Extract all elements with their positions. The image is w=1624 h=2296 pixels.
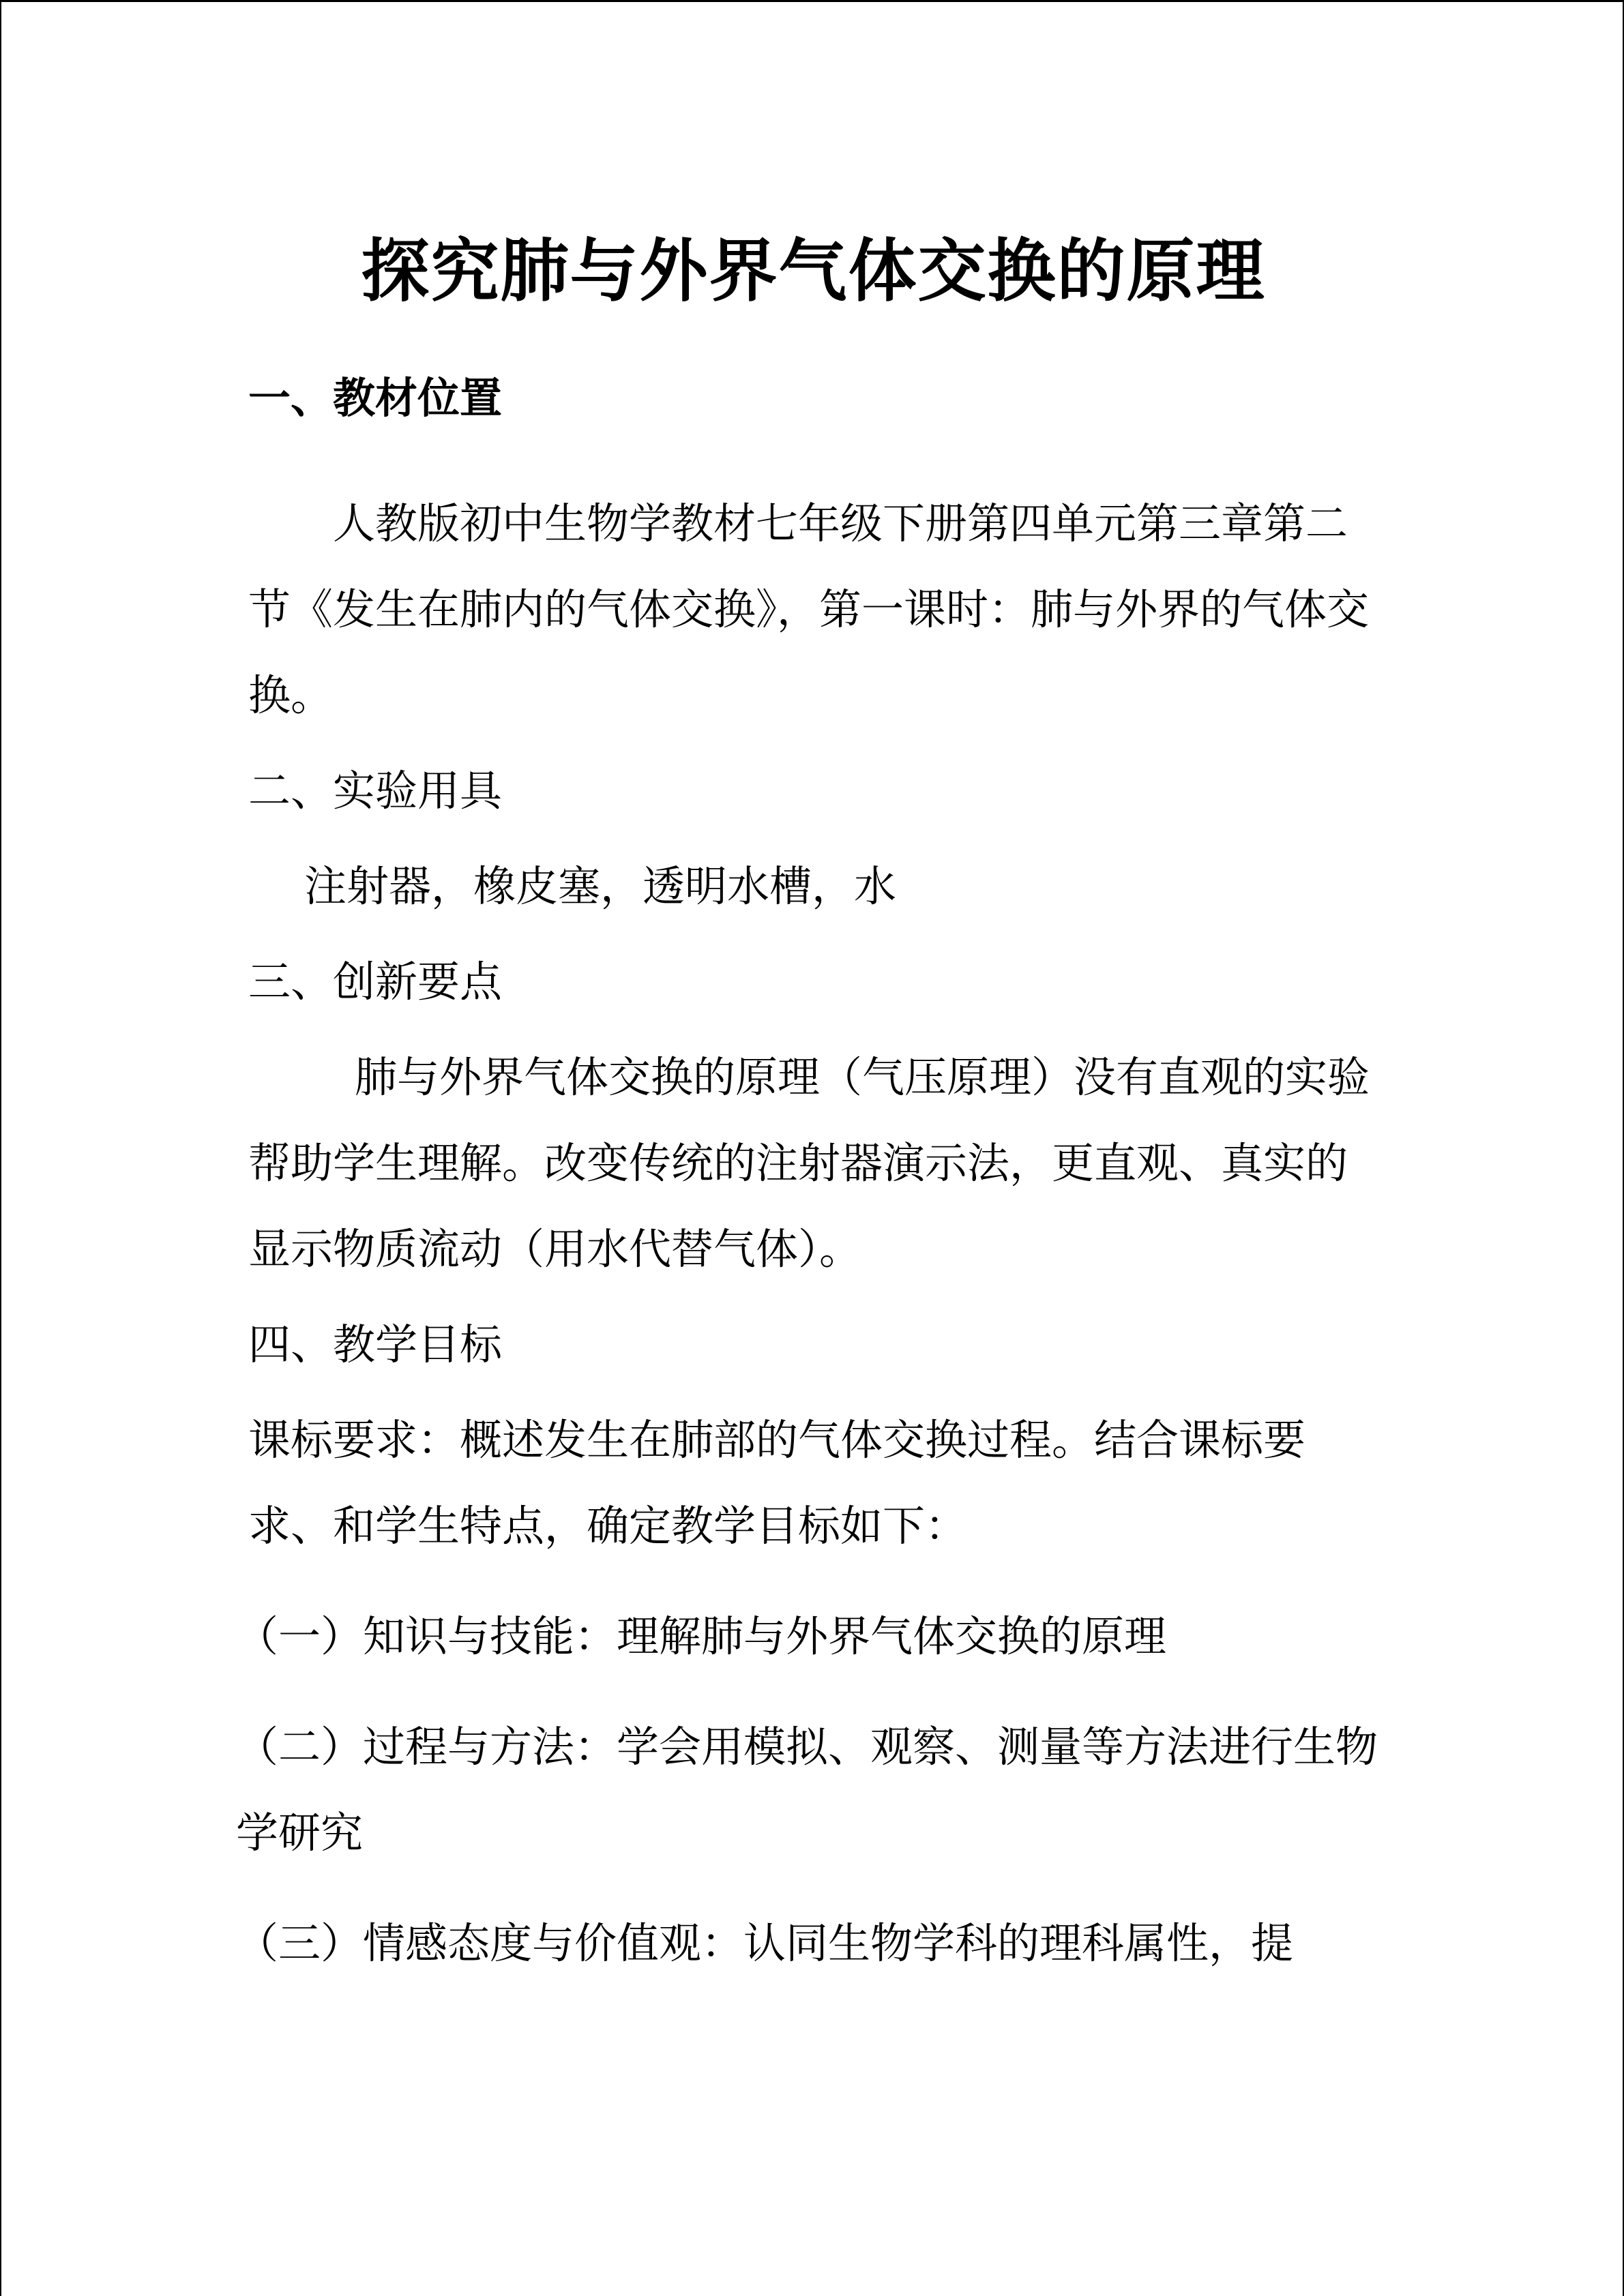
section-heading-objectives: 四、教学目标 bbox=[248, 1320, 503, 1369]
section-heading-innovation: 三、创新要点 bbox=[248, 957, 503, 1007]
objective-item-process: （二）过程与方法：学会用模拟、观察、测量等方法进行生物学研究 bbox=[236, 1722, 1378, 1858]
objective-item-knowledge: （一）知识与技能：理解肺与外界气体交换的原理 bbox=[236, 1611, 1167, 1661]
section-heading-materials: 二、实验用具 bbox=[248, 766, 503, 816]
document-title: 探究肺与外界气体交换的原理 bbox=[361, 231, 1266, 311]
paragraph-curriculum-requirement: 课标要求：概述发生在肺部的气体交换过程。结合课标要求、和学生特点，确定教学目标如下： bbox=[248, 1415, 1306, 1551]
section-heading-textbook-position: 一、教材位置 bbox=[248, 373, 503, 423]
document-body bbox=[236, 370, 1381, 2011]
paragraph-textbook-position: 人教版初中生物学教材七年级下册第四单元第三章第二节《发生在肺内的气体交换》，第一课时：肺与外界的气体交换。 bbox=[248, 498, 1370, 720]
objective-item-attitude: （三）情感态度与价值观：认同生物学科的理科属性，提 bbox=[236, 1918, 1294, 1968]
paragraph-materials: 注射器，橡皮塞，透明水槽，水 bbox=[304, 861, 897, 911]
paragraph-innovation: 肺与外界气体交换的原理（气压原理）没有直观的实验帮助学生理解。改变传统的注射器演示法，更直观、真实的显示物质流动（用水代替气体）。 bbox=[248, 1052, 1370, 1274]
